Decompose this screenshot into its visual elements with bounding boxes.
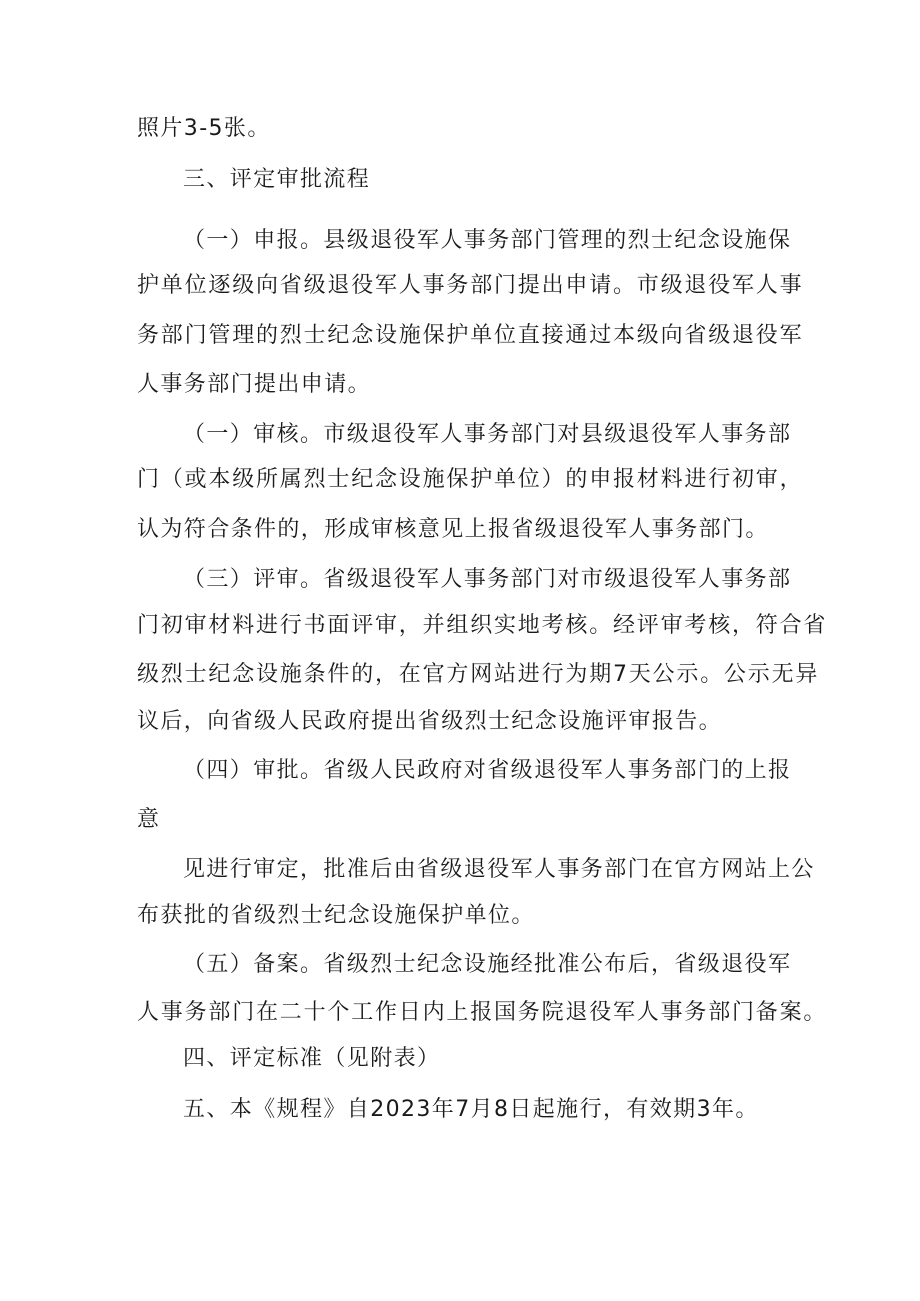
text-line: 门（或本级所属烈士纪念设施保护单位）的申报材料进行初审， — [137, 467, 804, 492]
text-line: 认为符合条件的，形成审核意见上报省级退役军人事务部门。 — [137, 517, 769, 542]
section-heading: 三、评定审批流程 — [183, 167, 371, 192]
text-line: 人事务部门在二十个工作日内上报国务院退役军人事务部门备案。 — [137, 1000, 828, 1025]
text-line: 级烈士纪念设施条件的，在官方网站进行为期7天公示。公示无异 — [137, 662, 820, 687]
text-line: （三）评审。省级退役军人事务部门对市级退役军人事务部 — [183, 567, 792, 592]
text-line: 门初审材料进行书面评审，并组织实地考核。经评审考核，符合省 — [137, 613, 828, 638]
text-line: 议后，向省级人民政府提出省级烈士纪念设施评审报告。 — [137, 709, 723, 734]
text-line: （一）审核。市级退役军人事务部门对县级退役军人事务部 — [183, 422, 792, 447]
text-line: 意 — [137, 807, 161, 832]
text-line: 护单位逐级向省级退役军人事务部门提出申请。市级退役军人事 — [137, 273, 804, 298]
text-line: 务部门管理的烈士纪念设施保护单位直接通过本级向省级退役军 — [137, 323, 804, 348]
text-line: 照片3-5张。 — [137, 116, 271, 141]
text-line: （五）备案。省级烈士纪念设施经批准公布后，省级退役军 — [183, 952, 792, 977]
text-line: 布获批的省级烈士纪念设施保护单位。 — [137, 903, 535, 928]
text-line: 人事务部门提出申请。 — [137, 372, 372, 397]
section-heading: 四、评定标准（见附表） — [183, 1046, 441, 1071]
text-line: （四）审批。省级人民政府对省级退役军人事务部门的上报 — [183, 758, 792, 783]
text-line: 见进行审定，批准后由省级退役军人事务部门在官方网站上公 — [183, 857, 815, 882]
text-line: （一）申报。县级退役军人事务部门管理的烈士纪念设施保 — [183, 228, 792, 253]
section-heading: 五、本《规程》自2023年7月8日起施行，有效期3年。 — [183, 1097, 759, 1122]
